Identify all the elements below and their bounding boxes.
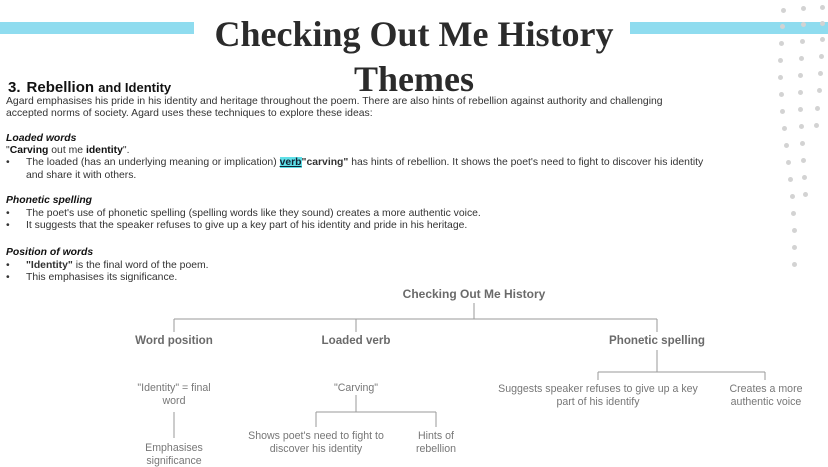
intro-line-1: Agard emphasises his pride in his identity and heritage throughout the poem. There are also hints of rebellion against authority and challenging	[6, 96, 663, 107]
phonetic-bullet-2: • It suggests that the speaker refuses to give up a key part of his identity and pride in his heritage.	[6, 220, 716, 233]
phonetic-bullet-1: • The poet's use of phonetic spelling (spelling words like they sound) creates a more authentic voice.	[6, 208, 716, 221]
identity-final-line1: "Identity" = final	[137, 382, 211, 394]
quote-middle: out me	[48, 145, 86, 156]
phonetic-spelling-label: Phonetic spelling	[6, 195, 93, 206]
mindmap-loaded-verb: Loaded verb	[321, 334, 391, 347]
mindmap-word-position: Word position	[135, 334, 213, 347]
mindmap-phonetic-spelling: Phonetic spelling	[609, 334, 705, 347]
quote-close: ".	[122, 145, 130, 156]
creates-line1: Creates a more	[729, 383, 803, 395]
page-title: Checking Out Me History Themes	[214, 14, 614, 99]
bullet-text: The loaded (has an underlying meaning or implication)	[26, 157, 280, 168]
shows-line1: Shows poet's need to fight to	[248, 430, 384, 442]
loaded-words-bullet: • The loaded (has an underlying meaning or implication) verb"carving" has hints of rebellion. It shows the poet's need to fight to discover his identity and share it with others.	[6, 157, 704, 181]
mindmap-suggests	[488, 383, 708, 408]
bold-identity: "Identity"	[26, 260, 73, 271]
mindmap-identity-final	[104, 382, 244, 407]
suggests-line2: part of his identify	[556, 395, 640, 408]
mindmap-root: Checking Out Me History	[402, 287, 546, 301]
hints-line1: Hints of	[418, 430, 454, 442]
phonetic-bullet-2-text: It suggests that the speaker refuses to give up a key part of his identity and pride in his heritage.	[26, 220, 468, 231]
shows-line2: discover his identity	[269, 442, 363, 455]
mindmap-hints-rebellion	[396, 430, 476, 455]
bold-carving: "carving"	[301, 157, 349, 168]
mindmap-emphasises	[104, 442, 244, 467]
section-heading-rest: and Identity	[98, 80, 172, 95]
position-bullet-1-text: is the final word of the poem.	[72, 260, 209, 271]
quote-word-carving: Carving	[9, 145, 49, 156]
hints-line2: rebellion	[415, 442, 457, 455]
identity-final-line2: word	[162, 394, 186, 407]
section-number: 3.	[8, 79, 21, 96]
emphasises-line2: significance	[146, 454, 202, 467]
loaded-words-label: Loaded words	[6, 133, 77, 144]
creates-line2: authentic voice	[730, 395, 802, 408]
phonetic-bullet-1-text: The poet's use of phonetic spelling (spelling words like they sound) creates a more authentic voice.	[26, 208, 481, 219]
suggests-line1: Suggests speaker refuses to give up a key	[498, 383, 698, 395]
position-bullet-1: • "Identity" is the final word of the poem.	[6, 260, 209, 271]
mindmap-carving: "Carving"	[333, 382, 379, 394]
position-bullet-2-text: This emphasises its significance.	[26, 272, 178, 283]
section-heading-main: Rebellion	[26, 79, 95, 96]
emphasises-line1: Emphasises	[145, 442, 203, 454]
mindmap-creates	[713, 383, 819, 408]
bullet-text-line2: and share it with others.	[26, 169, 137, 181]
intro-line-2: accepted norms of society. Agard uses these techniques to explore these ideas:	[6, 108, 373, 119]
quote-open: "	[6, 145, 10, 156]
position-bullet-2: • This emphasises its significance.	[6, 272, 716, 285]
position-of-words-label: Position of words	[6, 247, 94, 258]
quote-word-identity: identity	[85, 145, 123, 156]
bullet-text-rest: has hints of rebellion. It shows the poet's need to fight to discover his identity	[348, 157, 704, 168]
highlighted-verb: verb	[279, 157, 302, 168]
mindmap-shows-need	[236, 430, 396, 455]
